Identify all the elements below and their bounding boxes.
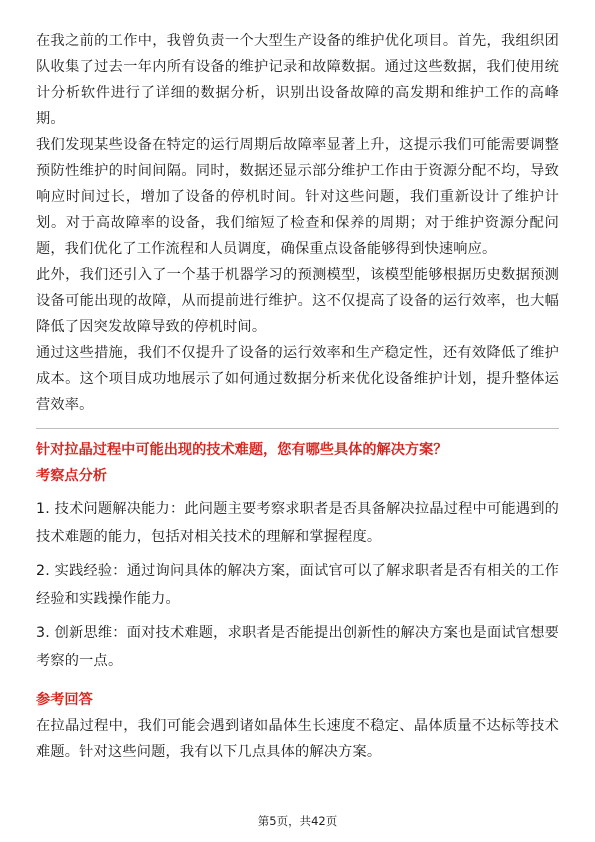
analysis-point-1: 1. 技术问题解决能力：此问题主要考察求职者是否具备解决拉晶过程中可能遇到的技术难题的能力，包括对相关技术的理解和掌握程度。 [36,501,559,545]
body-paragraph-4: 通过这些措施，我们不仅提升了设备的运行效率和生产稳定性，还有效降低了维护成本。这个项目成功地展示了如何通过数据分析来优化设备维护计划，提升整体运营效率。 [36,345,559,413]
question-title: 针对拉晶过程中可能出现的技术难题，您有哪些具体的解决方案？ [36,442,448,458]
analysis-heading: 考察点分析 [36,468,107,484]
analysis-point-2: 2. 实践经验：通过询问具体的解决方案，面试官可以了解求职者是否有相关的工作经验和实践操作能力。 [36,563,559,607]
body-paragraph-1: 在我之前的工作中，我曾负责一个大型生产设备的维护优化项目。首先，我组织团队收集了过去一年内所有设备的维护记录和故障数据。通过这些数据，我们使用统计分析软件进行了详细的数据分析，识别出设备故障的高发期和维护工作的高峰期。 [36,33,559,127]
body-paragraph-2: 我们发现某些设备在特定的运行周期后故障率显著上升，这提示我们可能需要调整预防性维护的时间间隔。同时，数据还显示部分维护工作由于资源分配不均，导致响应时间过长，增加了设备的停机时间。针对这些问题，我们重新设计了维护计划。对于高故障率的设备，我们缩短了检查和保养的周期；对于维护资源分配问题，我们优化了工作流程和人员调度，确保重点设备能够得到快速响应。 [36,137,559,257]
analysis-point-3: 3. 创新思维：面对技术难题，求职者是否能提出创新性的解决方案也是面试官想要考察的一点。 [36,625,559,669]
reference-heading: 参考回答 [36,692,93,708]
page-number-footer: 第5页，共42页 [257,814,338,828]
body-paragraph-3: 此外，我们还引入了一个基于机器学习的预测模型，该模型能够根据历史数据预测设备可能出现的故障，从而提前进行维护。这不仅提高了设备的运行效率，也大幅降低了因突发故障导致的停机时间。 [36,267,559,335]
section-divider [36,428,559,429]
reference-answer: 在拉晶过程中，我们可能会遇到诸如晶体生长速度不稳定、晶体质量不达标等技术难题。针对这些问题，我有以下几点具体的解决方案。 [36,718,559,760]
document-page [36,28,559,765]
